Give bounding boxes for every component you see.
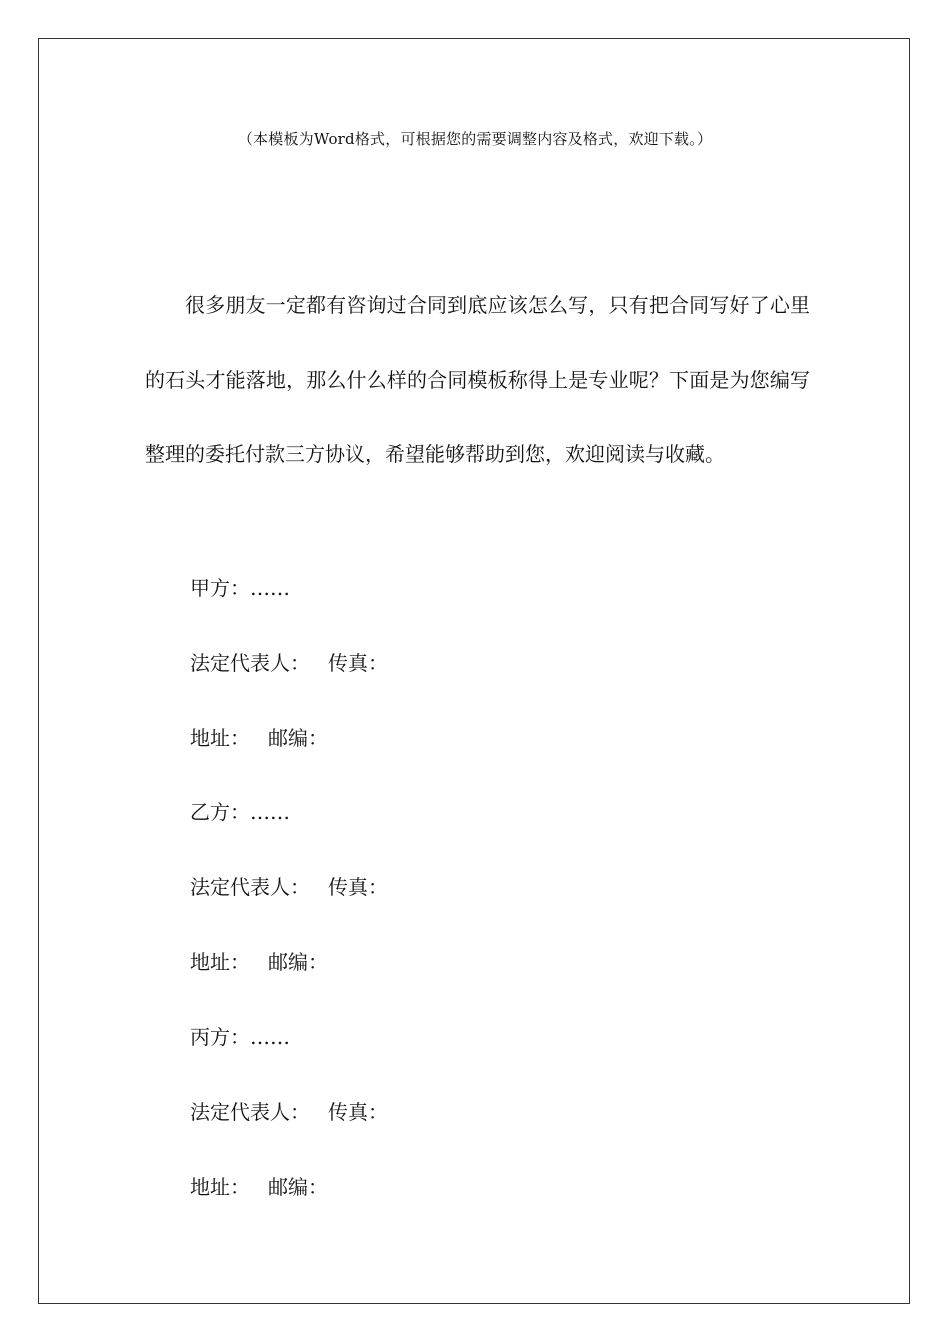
party-a-name-line: 甲方：…… [190, 576, 290, 600]
party-a-fax-label: 传真： [328, 651, 388, 675]
page-border [38, 38, 910, 1304]
party-b-name-line: 乙方：…… [190, 800, 290, 824]
intro-paragraph: 很多朋友一定都有咨询过合同到底应该怎么写，只有把合同写好了心里的石头才能落地，那么什么样的合同模板称得上是专业呢？下面是为您编写整理的委托付款三方协议，希望能够帮助到您，欢迎阅读与收藏。 [145, 293, 810, 466]
party-a-address-line [190, 722, 328, 751]
party-a-rep-label: 法定代表人： [190, 651, 310, 675]
party-a-rep-fax-line [190, 647, 388, 676]
party-b-address-line [190, 946, 328, 975]
party-c-rep-fax-line [190, 1096, 388, 1125]
party-b-postcode-label: 邮编： [268, 950, 328, 974]
party-c-address-line [190, 1171, 328, 1200]
party-c-fax-label: 传真： [328, 1100, 388, 1124]
party-c-name-line: 丙方：…… [190, 1025, 290, 1049]
party-c-postcode-label: 邮编： [268, 1175, 328, 1199]
party-a-address-label: 地址： [190, 726, 250, 750]
party-c-rep-label: 法定代表人： [190, 1100, 310, 1124]
party-c-address-label: 地址： [190, 1175, 250, 1199]
party-b-rep-label: 法定代表人： [190, 875, 310, 899]
party-b-rep-fax-line [190, 871, 388, 900]
party-b-address-label: 地址： [190, 950, 250, 974]
party-a-postcode-label: 邮编： [268, 726, 328, 750]
template-note: （本模板为Word格式，可根据您的需要调整内容及格式，欢迎下载。） [237, 130, 713, 148]
party-b-fax-label: 传真： [328, 875, 388, 899]
